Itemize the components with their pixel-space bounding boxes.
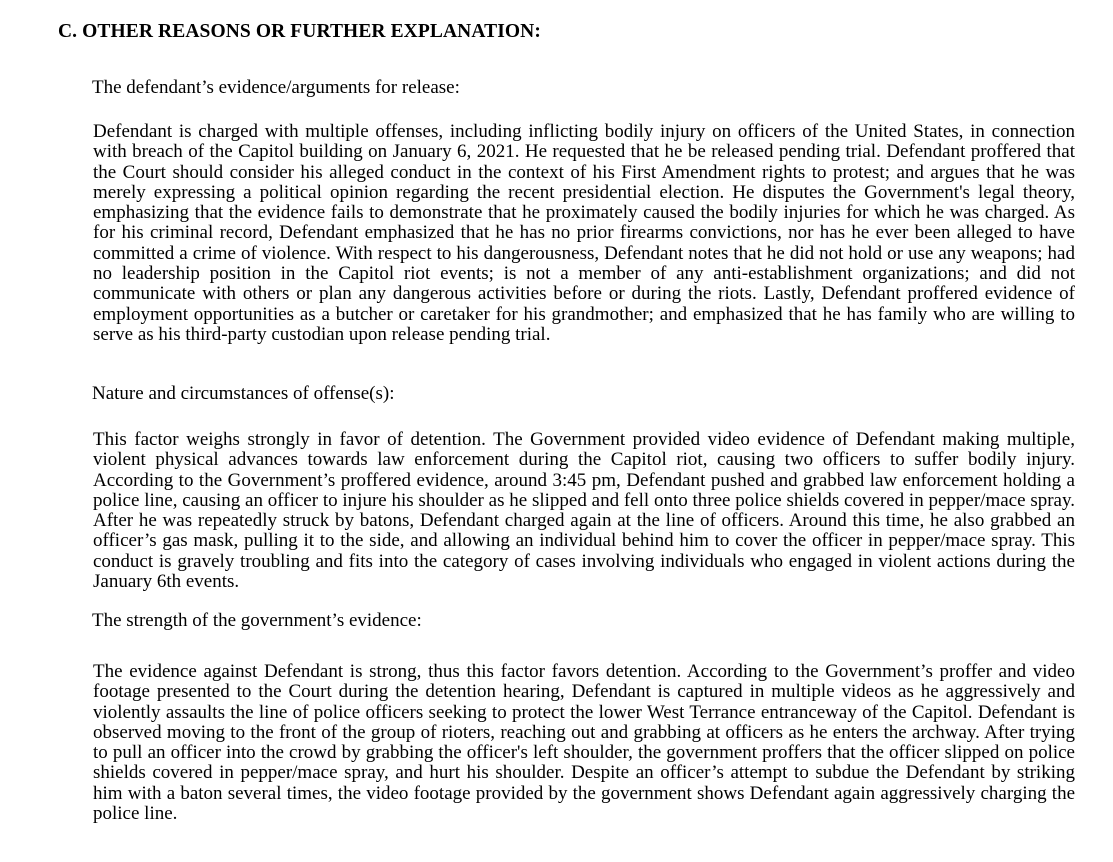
nature-of-offense-label: Nature and circumstances of offense(s): xyxy=(92,383,395,404)
strength-of-evidence-label: The strength of the government’s evidence: xyxy=(92,610,422,631)
nature-of-offense-paragraph: This factor weighs strongly in favor of detention. The Government provided video evidence of Defendant making multiple, violent physical advances towards law enforcement during the Capitol riot, causing two officers to suffer bodily injury. According to the Government’s proffered evidence, around 3:45 pm, Defendant pushed and grabbed law enforcement holding a police line, causing an officer to injure his shoulder as he slipped and fell onto three police shields covered in pepper/mace spray. After he was repeatedly struck by batons, Defendant charged again at the line of officers. Around this time, he also grabbed an officer’s gas mask, pulling it to the side, and allowing an individual behind him to cover the officer in pepper/mace spray. This conduct is gravely troubling and fits into the category of cases involving individuals who engaged in violent actions during the January 6th events. xyxy=(93,429,1075,593)
release-arguments-paragraph: Defendant is charged with multiple offenses, including inflicting bodily injury on officers of the United States, in connection with breach of the Capitol building on January 6, 2021. He requested that he be released pending trial. Defendant proffered that the Court should consider his alleged conduct in the context of his First Amendment rights to protest; and argues that he was merely expressing a political opinion regarding the recent presidential election. He disputes the Government's legal theory, emphasizing that the evidence fails to demonstrate that he proximately caused the bodily injuries for which he was charged. As for his criminal record, Defendant emphasized that he has no prior firearms convictions, nor has he ever been alleged to have committed a crime of violence. With respect to his dangerousness, Defendant notes that he did not hold or use any weapons; had no leadership position in the Capitol riot events; is not a member of any anti-establishment organizations; and did not communicate with others or plan any dangerous activities before or during the riots. Lastly, Defendant proffered evidence of employment opportunities as a butcher or caretaker for his grandmother; and emphasized that he has family who are willing to serve as his third-party custodian upon release pending trial. xyxy=(93,121,1075,345)
strength-of-evidence-paragraph: The evidence against Defendant is strong, thus this factor favors detention. According to the Government’s proffer and video footage presented to the Court during the detention hearing, Defendant is captured in multiple videos as he aggressively and violently assaults the line of police officers seeking to protect the lower West Terrance entranceway of the Capitol. Defendant is observed moving to the front of the group of rioters, reaching out and grabbing at officers as he enters the archway. After trying to pull an officer into the crowd by grabbing the officer's left shoulder, the government proffers that the officer slipped on police shields covered in pepper/mace spray, and hurt his shoulder. Despite an officer’s attempt to subdue the Defendant by striking him with a baton several times, the video footage provided by the government shows Defendant again aggressively charging the police line. xyxy=(93,661,1075,825)
release-arguments-label: The defendant’s evidence/arguments for release: xyxy=(92,77,460,98)
section-heading: C. OTHER REASONS OR FURTHER EXPLANATION: xyxy=(58,21,541,42)
